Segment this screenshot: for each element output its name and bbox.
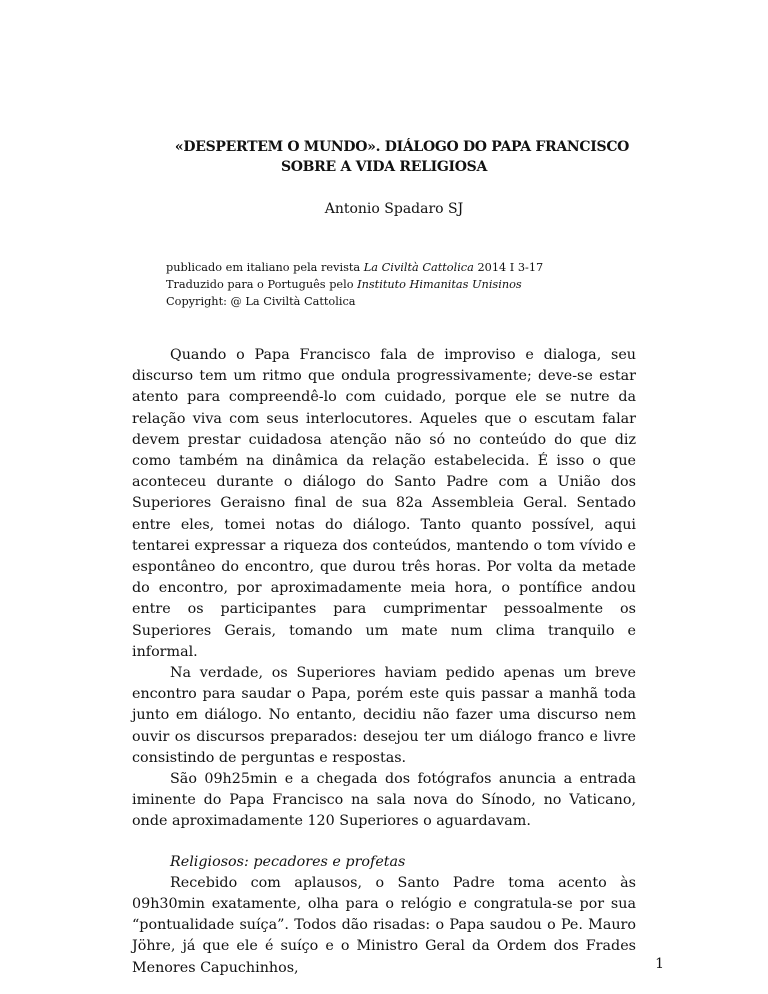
translation-line xyxy=(166,276,686,293)
publication-text: publicado em italiano pela revista xyxy=(166,261,364,274)
body-paragraph: São 09h25min e a chegada dos fotógrafos anuncia a entrada iminente do Papa Francisco na sala nova do Sínodo, no Vaticano, onde aproximadamente 120 Superiores o aguardavam. xyxy=(132,771,636,830)
page-number: 1 xyxy=(655,956,664,972)
document-body xyxy=(132,345,636,979)
section-heading: Religiosos: pecadores e profetas xyxy=(170,853,406,870)
journal-name: La Civiltà Cattolica xyxy=(363,261,474,274)
publication-line xyxy=(166,259,686,276)
title-line-2: SOBRE A VIDA RELIGIOSA xyxy=(280,159,488,175)
document-title xyxy=(0,137,768,177)
body-paragraph: Quando o Papa Francisco fala de improviso e dialoga, seu discurso tem um ritmo que ondula progressivamente; deve-se estar atento para compreendê-lo com cuidado, porque ele se nutre da relação viva com seus interlocutores. Aqueles que o escutam falar devem prestar cuidadosa atenção não só no conteúdo do que diz como também na dinâmica da relação estabelecida. É isso o que aconteceu durante o diálogo do Santo Padre com a União dos Superiores Geraisno final de sua 82a Assembleia Geral. Sentado entre eles, tomei notas do diálogo. Tanto quanto possível, aqui tentarei expressar a riqueza dos conteúdos, mantendo o tom vívido e espontâneo do encontro, que durou três horas. Por volta da metade do encontro, por aproximadamente meia hora, o pontífice andou entre os participantes para cumprimentar pessoalmente os Superiores Gerais, tomando um mate num clima tranquilo e informal. xyxy=(132,347,636,660)
publication-issue: 2014 I 3-17 xyxy=(473,261,544,274)
title-line-1: «DESPERTEM O MUNDO». DIÁLOGO DO PAPA FRANCISCO xyxy=(174,139,630,155)
body-paragraph: Recebido com aplausos, o Santo Padre toma acento às 09h30min exatamente, olha para o relógio e congratula-se por sua “pontualidade suíça”. Todos dão risadas: o Papa saudou o Pe. Mauro Jöhre, já que ele é suíço e o Ministro Geral da Ordem dos Frades Menores Capuchinhos, xyxy=(132,874,636,976)
publication-info xyxy=(166,259,686,310)
copyright-line: Copyright: @ La Civiltà Cattolica xyxy=(166,295,356,308)
translation-text: Traduzido para o Português pelo xyxy=(166,278,358,291)
author-name: Antonio Spadaro SJ xyxy=(324,201,464,217)
body-paragraph: Na verdade, os Superiores haviam pedido apenas um breve encontro para saudar o Papa, porém este quis passar a manhã toda junto em diálogo. No entanto, decidiu não fazer uma discurso nem ouvir os discursos preparados: desejou ter um diálogo franco e livre consistindo de perguntas e respostas. xyxy=(132,665,636,766)
translator-name: Instituto Himanitas Unisinos xyxy=(357,278,522,291)
